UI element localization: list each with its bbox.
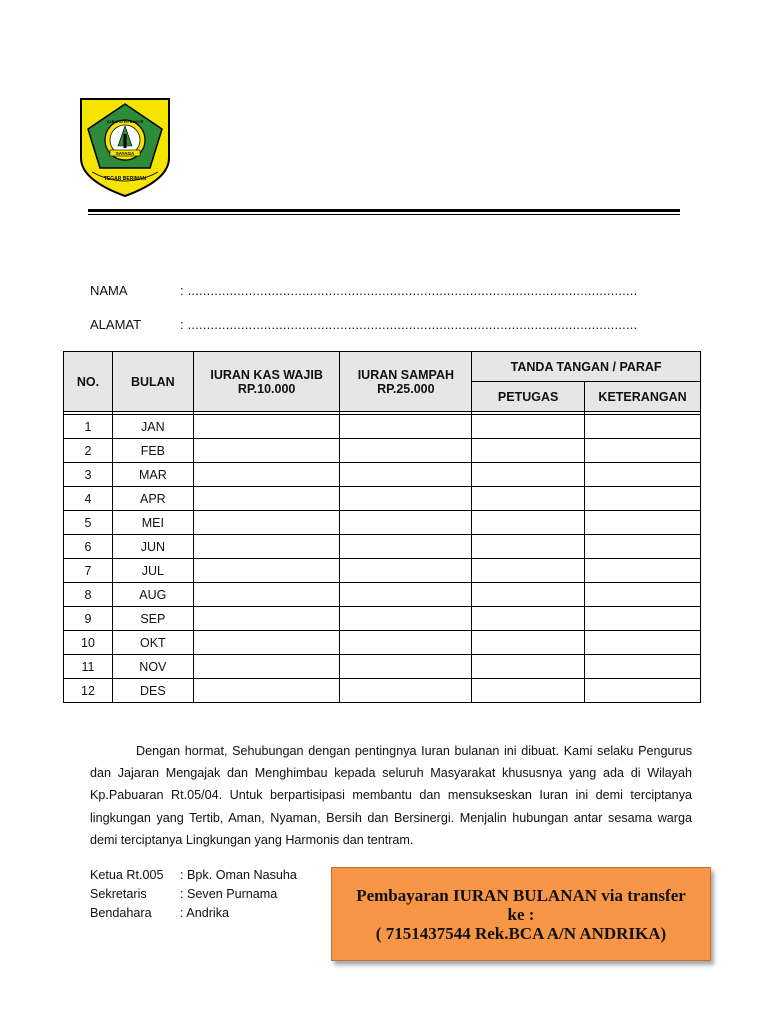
cell-iuran-kas[interactable]: [193, 415, 340, 439]
header-tanda-tangan: TANDA TANGAN / PARAF: [472, 352, 701, 382]
row-no: 7: [64, 559, 113, 583]
cell-keterangan[interactable]: [585, 511, 701, 535]
cell-iuran-sampah[interactable]: [340, 511, 472, 535]
row-no: 1: [64, 415, 113, 439]
cell-keterangan[interactable]: [585, 559, 701, 583]
officer-name: : Andrika: [180, 906, 230, 920]
officer-row: [90, 866, 297, 885]
officers-list: [90, 866, 297, 923]
cell-petugas[interactable]: [472, 583, 585, 607]
header-iuran-kas-label: IURAN KAS WAJIB: [210, 367, 323, 382]
dues-table: [63, 351, 701, 703]
officer-name: : Seven Purnama: [180, 887, 278, 901]
cell-petugas[interactable]: [472, 655, 585, 679]
cell-iuran-sampah[interactable]: [340, 631, 472, 655]
row-bulan: NOV: [112, 655, 193, 679]
transfer-line-1: Pembayaran IURAN BULANAN via transfer: [356, 885, 686, 905]
transfer-line-2: ke :: [507, 904, 535, 924]
row-no: 4: [64, 487, 113, 511]
cell-iuran-kas[interactable]: [193, 559, 340, 583]
cell-keterangan[interactable]: [585, 655, 701, 679]
announcement-text: Dengan hormat, Sehubungan dengan pentingnya Iuran bulanan ini dibuat. Kami selaku Pengurus dan Jajaran Mengajak dan Menghimbau kepada seluruh Masyarakat khususnya yang ada di Wilayah Kp.Pabuaran Rt.05/04. Untuk berpartisipasi membantu dan mensukseskan Iuran ini demi terciptanya lingkungan yang Tertib, Aman, Nyaman, Bersih dan Bersinergi. Menjalin hubungan antar sesama warga demi terciptanya Lingkungan yang Harmonis dan tentram.: [90, 744, 692, 847]
header-iuran-kas: [193, 352, 340, 412]
row-bulan: MEI: [112, 511, 193, 535]
cell-petugas[interactable]: [472, 559, 585, 583]
cell-petugas[interactable]: [472, 487, 585, 511]
cell-iuran-sampah[interactable]: [340, 655, 472, 679]
cell-keterangan[interactable]: [585, 439, 701, 463]
row-bulan: JUL: [112, 559, 193, 583]
officer-role: Bendahara: [90, 906, 152, 920]
row-no: 11: [64, 655, 113, 679]
row-no: 3: [64, 463, 113, 487]
cell-iuran-kas[interactable]: [193, 487, 340, 511]
table-row: [64, 535, 701, 559]
table-row: [64, 463, 701, 487]
header-keterangan: KETERANGAN: [585, 382, 701, 412]
officer-role: Sekretaris: [90, 887, 147, 901]
row-no: 10: [64, 631, 113, 655]
cell-keterangan[interactable]: [585, 583, 701, 607]
cell-iuran-kas[interactable]: [193, 679, 340, 703]
alamat-label: ALAMAT: [90, 317, 142, 332]
row-bulan: APR: [112, 487, 193, 511]
cell-iuran-kas[interactable]: [193, 511, 340, 535]
cell-iuran-kas[interactable]: [193, 439, 340, 463]
cell-iuran-kas[interactable]: [193, 583, 340, 607]
table-row: [64, 679, 701, 703]
cell-iuran-kas[interactable]: [193, 535, 340, 559]
cell-keterangan[interactable]: [585, 535, 701, 559]
regency-logo: [78, 96, 172, 198]
nama-field[interactable]: : ......................................................................................................................: [180, 283, 638, 298]
header-bulan: BULAN: [112, 352, 193, 412]
cell-iuran-kas[interactable]: [193, 655, 340, 679]
table-row: [64, 415, 701, 439]
row-bulan: JUN: [112, 535, 193, 559]
header-iuran-sampah: [340, 352, 472, 412]
row-bulan: MAR: [112, 463, 193, 487]
officer-role: Ketua Rt.005: [90, 868, 164, 882]
cell-iuran-sampah[interactable]: [340, 439, 472, 463]
logo-banner-text: SAYAGA: [115, 151, 135, 156]
cell-petugas[interactable]: [472, 535, 585, 559]
cell-iuran-sampah[interactable]: [340, 583, 472, 607]
table-row: [64, 439, 701, 463]
row-bulan: OKT: [112, 631, 193, 655]
row-bulan: AUG: [112, 583, 193, 607]
table-row: [64, 631, 701, 655]
cell-iuran-sampah[interactable]: [340, 535, 472, 559]
cell-keterangan[interactable]: [585, 679, 701, 703]
row-no: 5: [64, 511, 113, 535]
officer-row: [90, 904, 297, 923]
cell-iuran-kas[interactable]: [193, 463, 340, 487]
cell-petugas[interactable]: [472, 511, 585, 535]
cell-iuran-sampah[interactable]: [340, 679, 472, 703]
alamat-field[interactable]: : ......................................................................................................................: [180, 317, 638, 332]
cell-iuran-kas[interactable]: [193, 631, 340, 655]
row-bulan: DES: [112, 679, 193, 703]
cell-iuran-sampah[interactable]: [340, 415, 472, 439]
row-bulan: FEB: [112, 439, 193, 463]
cell-petugas[interactable]: [472, 439, 585, 463]
cell-petugas[interactable]: [472, 463, 585, 487]
cell-keterangan[interactable]: [585, 631, 701, 655]
cell-keterangan[interactable]: [585, 607, 701, 631]
cell-iuran-kas[interactable]: [193, 607, 340, 631]
row-no: 6: [64, 535, 113, 559]
cell-petugas[interactable]: [472, 631, 585, 655]
table-row: [64, 583, 701, 607]
cell-petugas[interactable]: [472, 607, 585, 631]
cell-iuran-sampah[interactable]: [340, 607, 472, 631]
logo-top-text: KABUPATEN BOGOR: [106, 120, 144, 124]
cell-keterangan[interactable]: [585, 415, 701, 439]
table-row: [64, 511, 701, 535]
cell-petugas[interactable]: [472, 415, 585, 439]
row-bulan: JAN: [112, 415, 193, 439]
row-no: 8: [64, 583, 113, 607]
row-no: 9: [64, 607, 113, 631]
cell-iuran-sampah[interactable]: [340, 559, 472, 583]
row-no: 12: [64, 679, 113, 703]
header-iuran-sampah-label: IURAN SAMPAH: [357, 367, 454, 382]
table-row: [64, 655, 701, 679]
row-bulan: SEP: [112, 607, 193, 631]
cell-iuran-sampah[interactable]: [340, 463, 472, 487]
table-row: [64, 559, 701, 583]
header-iuran-sampah-amount: RP.25.000: [377, 381, 435, 396]
table-row: [64, 487, 701, 511]
officer-row: [90, 885, 297, 904]
nama-label: NAMA: [90, 283, 128, 298]
cell-petugas[interactable]: [472, 679, 585, 703]
header-divider-thick: [88, 209, 680, 212]
cell-iuran-sampah[interactable]: [340, 487, 472, 511]
table-body: [64, 415, 701, 703]
logo-motto-text: TEGAR BERIMAN: [103, 176, 147, 182]
transfer-info-box: [331, 867, 711, 961]
cell-keterangan[interactable]: [585, 487, 701, 511]
header-petugas: PETUGAS: [472, 382, 585, 412]
header-no: NO.: [64, 352, 113, 412]
header-divider-thin: [88, 214, 680, 215]
row-no: 2: [64, 439, 113, 463]
table-row: [64, 607, 701, 631]
header-iuran-kas-amount: RP.10.000: [237, 381, 296, 396]
announcement-paragraph: [90, 740, 692, 851]
officer-name: : Bpk. Oman Nasuha: [180, 868, 297, 882]
cell-keterangan[interactable]: [585, 463, 701, 487]
transfer-line-3: ( 7151437544 Rek.BCA A/N ANDRIKA): [375, 923, 667, 943]
